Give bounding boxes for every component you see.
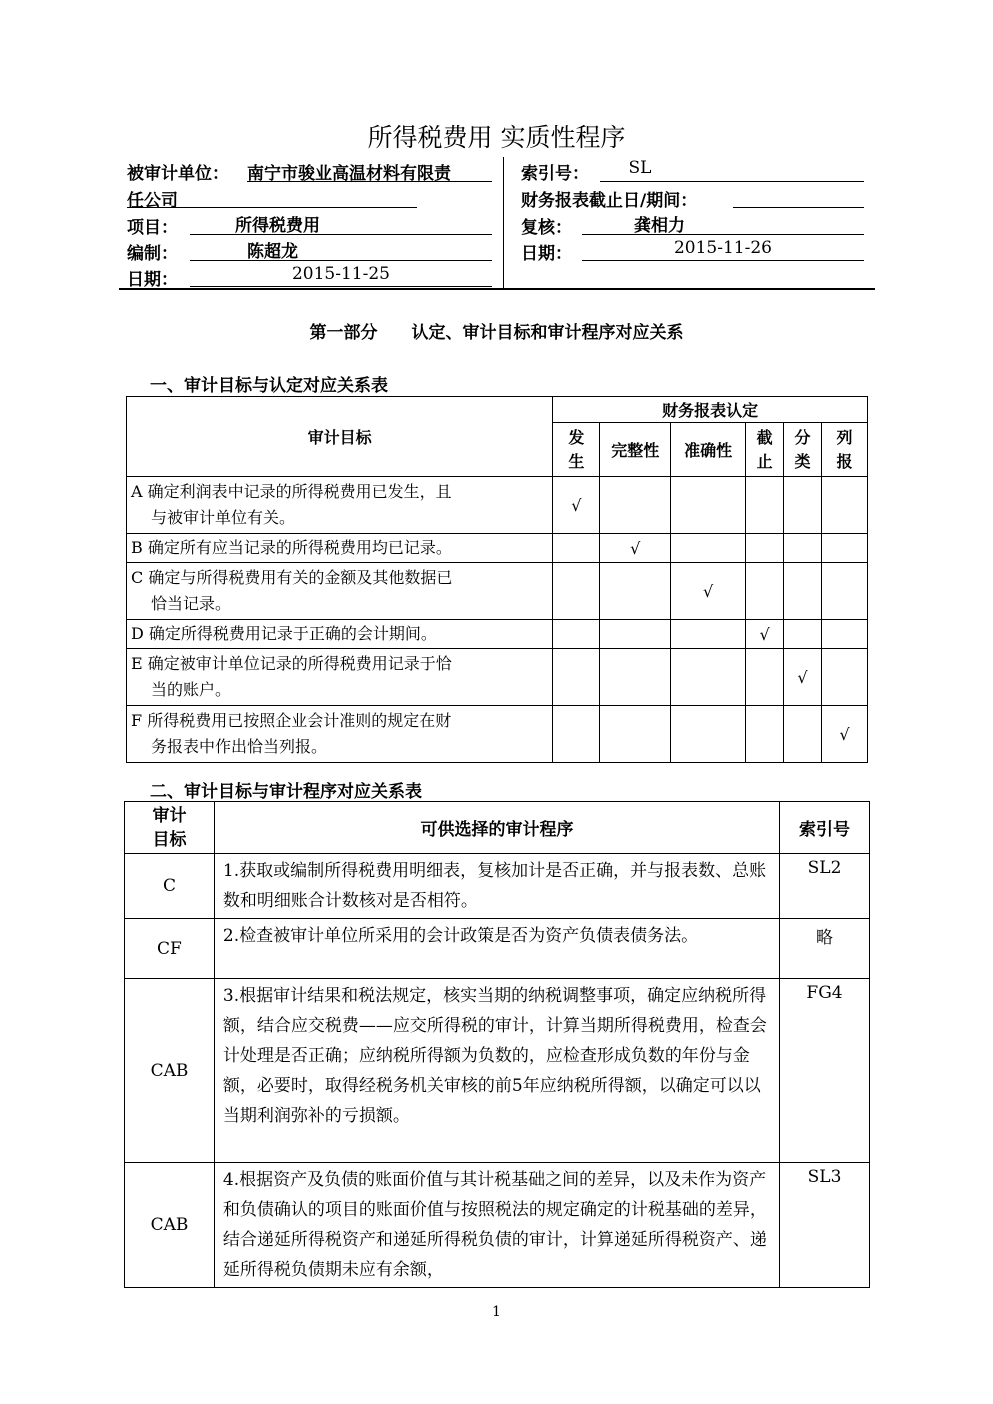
reviewer-label: 复核： — [521, 218, 572, 238]
procedure-text: 4.根据资产及负债的账面价值与其计税基础之间的差异，以及未作为资产和负债确认的项目的账面价值与按照税法的规定确定的计税基础的差异，结合递延所得税资产和递延所得税负债的审计，计算递延所得税资产、递延所得税负债期未应有余额， — [214, 1163, 779, 1288]
index-ref: SL2 — [780, 854, 870, 919]
col-header-goal: 审计目标 — [127, 397, 553, 477]
index-underline — [600, 181, 864, 182]
page-title: 所得税费用 实质性程序 — [367, 123, 626, 152]
table-row — [125, 979, 870, 1163]
index-ref: FG4 — [780, 979, 870, 1163]
table-row — [125, 854, 870, 919]
check-mark: √ — [671, 563, 746, 620]
procedure-text: 2.检查被审计单位所采用的会计政策是否为资产负债表债务法。 — [214, 919, 779, 979]
col-header-cutoff: 截 止 — [746, 423, 784, 477]
section1-title: 一、审计目标与认定对应关系表 — [150, 376, 388, 396]
table-row — [127, 477, 868, 534]
goal-cell: D 确定所得税费用记录于正确的会计期间。 — [127, 620, 553, 649]
index-ref: SL3 — [780, 1163, 870, 1288]
goal-code: CF — [125, 919, 215, 979]
col-header-group: 财务报表认定 — [553, 397, 868, 423]
date-underline-left — [190, 286, 492, 287]
check-mark: √ — [746, 620, 784, 649]
date-value-left: 2015-11-25 — [291, 264, 390, 284]
page-number: 1 — [492, 1304, 501, 1320]
project-value: 所得税费用 — [235, 216, 320, 236]
reviewer-value: 龚相力 — [634, 216, 685, 236]
goal-code: C — [125, 854, 215, 919]
header-divider — [503, 157, 504, 288]
table-row — [125, 1163, 870, 1288]
period-underline — [733, 207, 864, 208]
col-header-occurrence: 发 生 — [553, 423, 600, 477]
table-row — [127, 534, 868, 563]
col-header-presentation: 列 报 — [822, 423, 868, 477]
date-underline-right — [582, 260, 864, 261]
date-label-left: 日期： — [127, 270, 178, 290]
preparer-value: 陈超龙 — [247, 242, 298, 262]
assertion-table — [126, 396, 868, 763]
client-underline-2 — [127, 207, 417, 208]
col-header-index: 索引号 — [780, 802, 870, 854]
check-mark: √ — [600, 534, 671, 563]
check-mark: √ — [822, 706, 868, 763]
goal-cell: B 确定所有应当记录的所得税费用均已记录。 — [127, 534, 553, 563]
index-ref: 略 — [780, 919, 870, 979]
period-label: 财务报表截止日/期间： — [521, 191, 698, 211]
section2-title: 二、审计目标与审计程序对应关系表 — [150, 782, 422, 802]
goal-cell: E 确定被审计单位记录的所得税费用记录于恰 当的账户。 — [127, 649, 553, 706]
goal-cell: A 确定利润表中记录的所得税费用已发生，且 与被审计单位有关。 — [127, 477, 553, 534]
col-header-classification: 分 类 — [784, 423, 822, 477]
goal-cell: F 所得税费用已按照企业会计准则的规定在财 务报表中作出恰当列报。 — [127, 706, 553, 763]
date-label-right: 日期： — [521, 244, 572, 264]
col-header-accuracy: 准确性 — [671, 423, 746, 477]
index-label: 索引号： — [521, 164, 589, 184]
date-value-right: 2015-11-26 — [673, 238, 772, 258]
goal-cell: C 确定与所得税费用有关的金额及其他数据已 恰当记录。 — [127, 563, 553, 620]
part-title: 第一部分 认定、审计目标和审计程序对应关系 — [309, 323, 684, 343]
client-label: 被审计单位： — [127, 164, 229, 184]
procedure-table — [124, 801, 870, 1288]
preparer-label: 编制： — [127, 244, 178, 264]
procedure-text: 3.根据审计结果和税法规定，核实当期的纳税调整事项，确定应纳税所得额，结合应交税费——应交所得税的审计，计算当期所得税费用，检查会计处理是否正确；应纳税所得额为负数的，应检查形成负数的年份与金额，必要时，取得经税务机关审核的前5年应纳税所得额，以确定可以以当期利润弥补的亏损额。 — [214, 979, 779, 1163]
client-name-line2: 任公司 — [127, 191, 178, 211]
table-row — [125, 919, 870, 979]
client-name-line1: 南宁市骏业高温材料有限责 — [247, 164, 451, 184]
col-header-goal: 审计 目标 — [125, 802, 215, 854]
table-row — [127, 706, 868, 763]
reviewer-underline — [582, 234, 864, 235]
procedure-text: 1.获取或编制所得税费用明细表，复核加计是否正确，并与报表数、总账数和明细账合计数核对是否相符。 — [214, 854, 779, 919]
project-label: 项目： — [127, 218, 178, 238]
project-underline — [190, 234, 492, 235]
header-rule — [119, 288, 875, 290]
col-header-procedure: 可供选择的审计程序 — [214, 802, 779, 854]
table-row — [127, 649, 868, 706]
preparer-underline — [190, 260, 492, 261]
goal-code: CAB — [125, 979, 215, 1163]
col-header-completeness: 完整性 — [600, 423, 671, 477]
check-mark: √ — [784, 649, 822, 706]
check-mark: √ — [553, 477, 600, 534]
index-value: SL — [628, 158, 652, 178]
goal-code: CAB — [125, 1163, 215, 1288]
table-row — [127, 563, 868, 620]
table-row — [127, 620, 868, 649]
client-underline-1 — [247, 181, 492, 182]
